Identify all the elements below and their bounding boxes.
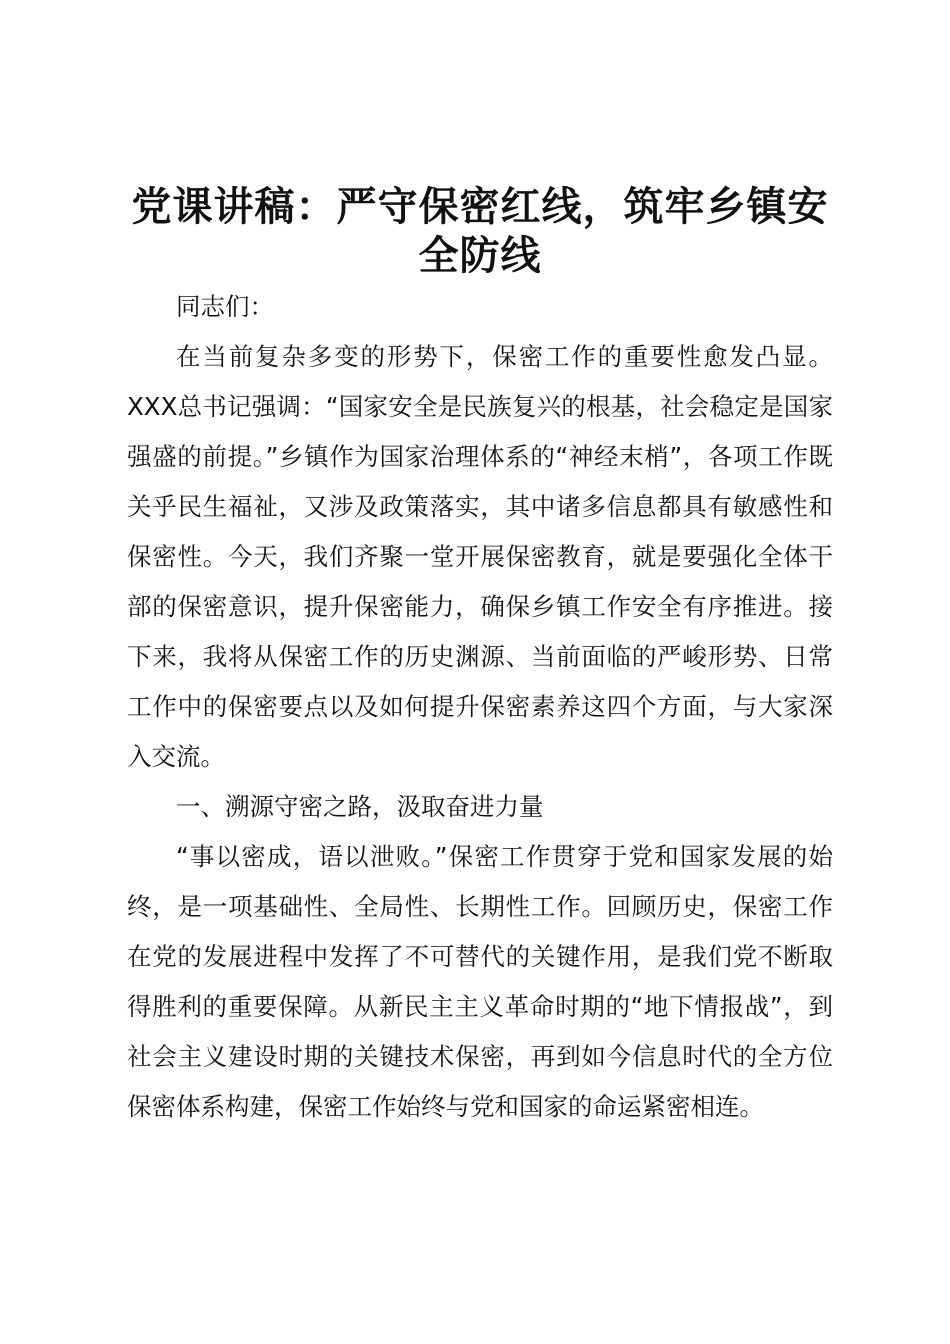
section-1-paragraph: “事以密成，语以泄败。”保密工作贯穿于党和国家发展的始终，是一项基础性、全局性、长期性工作。回顾历史，保密工作在党的发展进程中发挥了不可替代的关键作用，是我们党不断取得胜利的重要保障。从新民主主义革命时期的“地下情报战”，到社会主义建设时期的关键技术保密，再到如今信息时代的全方位保密体系构建，保密工作始终与党和国家的命运紧密相连。 [127,842,833,1121]
document-title: 党课讲稿：严守保密红线，筑牢乡镇安全防线 [131,183,829,279]
intro-paragraph: 在当前复杂多变的形势下，保密工作的重要性愈发凸显。XXX总书记强调：“国家安全是民族复兴的根基，社会稳定是国家强盛的前提。”乡镇作为国家治理体系的“神经末梢”，各项工作既关乎民生福祉，又涉及政策落实，其中诸多信息都具有敏感性和保密性。今天，我们齐聚一堂开展保密教育，就是要强化全体干部的保密意识，提升保密能力，确保乡镇工作安全有序推进。接下来，我将从保密工作的历史渊源、当前面临的严峻形势、日常工作中的保密要点以及如何提升保密素养这四个方面，与大家深入交流。 [127,342,833,771]
section-heading-1: 一、溯源守密之路，汲取奋进力量 [176,792,544,821]
document-body [127,182,833,1132]
salutation: 同志们： [176,292,274,321]
